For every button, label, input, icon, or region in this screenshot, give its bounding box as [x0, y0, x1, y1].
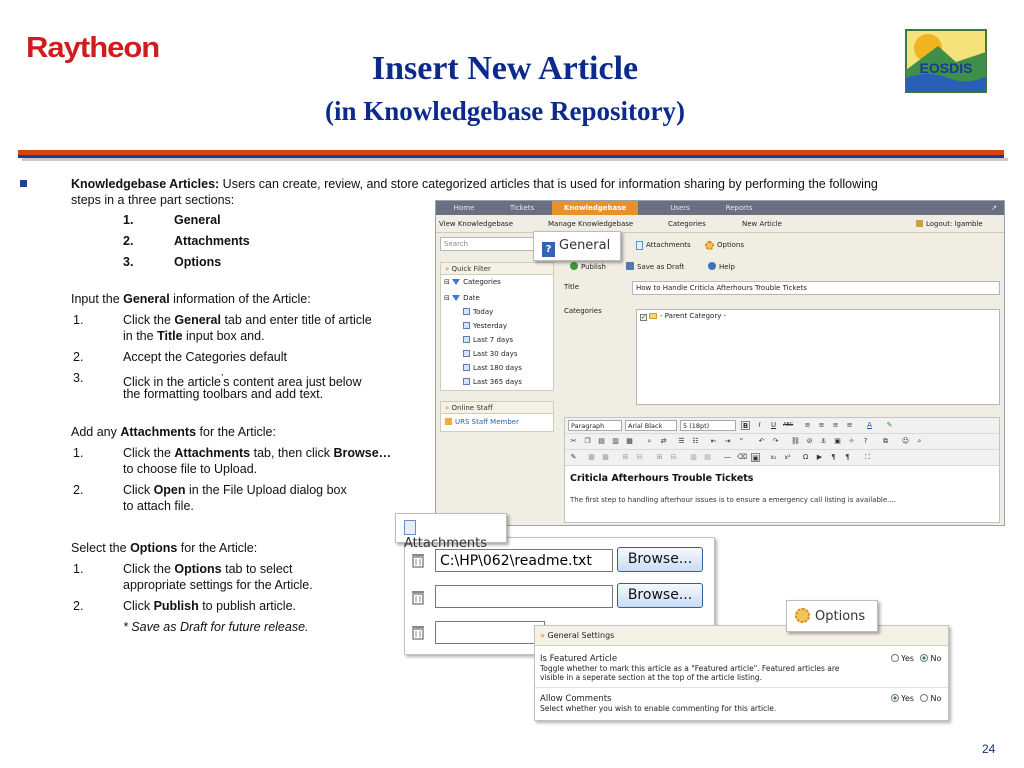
- link-icon[interactable]: ⛓: [791, 437, 800, 445]
- featured-yes-label: Yes: [901, 654, 914, 663]
- online-staff-header[interactable]: » Online Staff: [440, 401, 554, 414]
- calendar-icon: [463, 308, 470, 315]
- calendar-icon: [463, 336, 470, 343]
- header-rule-shadow: [22, 158, 1008, 161]
- align-right-icon[interactable]: ≡: [832, 421, 839, 429]
- save-draft-button[interactable]: Save as Draft: [626, 261, 684, 273]
- a1-line1: Click the Attachments tab, then click Browse…: [123, 446, 392, 460]
- paste-icon[interactable]: ▤: [598, 437, 605, 445]
- online-staff-list: [440, 414, 554, 432]
- preview-icon[interactable]: ⌕: [917, 437, 922, 445]
- o2-line1: Click Publish to publish article.: [123, 599, 296, 613]
- table-icon[interactable]: ▦: [588, 453, 595, 461]
- quick-filter-tree: [440, 275, 554, 391]
- bullet-list-icon[interactable]: ☰: [678, 437, 685, 445]
- row-insert-icon[interactable]: ⊞: [622, 453, 629, 461]
- ltr-icon[interactable]: ¶: [831, 453, 836, 461]
- anchor-icon[interactable]: ⚓: [820, 437, 827, 445]
- options-panel: [534, 625, 949, 721]
- table-edit-icon[interactable]: ✎: [570, 453, 577, 461]
- eosdis-logo: [898, 26, 994, 96]
- tree-date[interactable]: ⊟ Date: [444, 294, 480, 302]
- outdent-icon[interactable]: ⇤: [710, 437, 717, 445]
- paste-word-icon[interactable]: ▦: [626, 437, 633, 445]
- calendar-icon: [463, 378, 470, 385]
- align-justify-icon[interactable]: ≡: [846, 421, 853, 429]
- comments-title: Allow Comments: [540, 694, 612, 704]
- app-screenshot: [435, 200, 1005, 526]
- featured-title: Is Featured Article: [540, 654, 618, 664]
- hr-icon[interactable]: —: [724, 453, 731, 461]
- row-delete-icon[interactable]: ⊟: [636, 453, 643, 461]
- tab-options-small[interactable]: Options: [705, 241, 744, 250]
- title-label: Title: [564, 283, 580, 291]
- font-size-select[interactable]: 5 (18pt): [680, 420, 736, 431]
- cut-icon[interactable]: ✂: [570, 437, 577, 445]
- font-select[interactable]: Arial Black: [625, 420, 677, 431]
- featured-desc-1: Toggle whether to mark this article as a "Featured article". Featured articles are: [540, 664, 840, 673]
- comments-no-label: No: [930, 694, 942, 703]
- tree-yesterday[interactable]: Yesterday: [463, 322, 507, 330]
- general-intro: Input the General information of the Article:: [71, 292, 311, 306]
- bold-icon[interactable]: B: [742, 422, 749, 430]
- featured-yes-radio[interactable]: [891, 654, 899, 662]
- comments-yes-label: Yes: [901, 694, 914, 703]
- draft-note: * Save as Draft for future release.: [123, 620, 309, 634]
- staff-icon: [445, 418, 452, 425]
- undo-icon[interactable]: ↶: [758, 437, 765, 445]
- check-icon: [570, 262, 578, 270]
- comments-desc: Select whether you wish to enable commenting for this article.: [540, 704, 777, 713]
- table-props-icon[interactable]: ▦: [602, 453, 609, 461]
- trash-icon[interactable]: [411, 552, 425, 568]
- find-icon[interactable]: ⌕: [647, 437, 652, 445]
- trash-icon[interactable]: [411, 624, 425, 640]
- o2-num: 2.: [73, 599, 84, 613]
- a2-num: 2.: [73, 483, 84, 497]
- block-format-select[interactable]: Paragraph: [568, 420, 622, 431]
- a1-num: 1.: [73, 446, 84, 460]
- step-3-num: 3.: [123, 255, 134, 269]
- folder-icon: [649, 313, 657, 319]
- eraser-icon[interactable]: ⌫: [737, 453, 747, 461]
- number-list-icon[interactable]: ☷: [692, 437, 699, 445]
- tree-today[interactable]: Today: [463, 308, 493, 316]
- editor-heading: Criticla Afterhours Trouble Tickets: [570, 473, 754, 484]
- subnav-manage-knowledgebase[interactable]: Manage Knowledgebase: [548, 220, 634, 228]
- intro-text-2: steps in a three part sections:: [71, 193, 235, 207]
- replace-icon[interactable]: ⇄: [660, 437, 667, 445]
- g3-line2: the formatting toolbars and add text.: [123, 387, 324, 401]
- article-form: [560, 237, 1002, 523]
- tree-categories[interactable]: ⊟ Categories: [444, 278, 501, 286]
- g3-line1: Click in the article’s content area just below: [123, 373, 362, 390]
- calendar-icon: [463, 350, 470, 357]
- categories-box[interactable]: ✓ - Parent Category -: [636, 309, 1000, 405]
- step-1-label: General: [174, 213, 221, 227]
- app-tabbar: [436, 201, 1004, 215]
- general-tab-callout[interactable]: ? General: [533, 231, 621, 261]
- tab-reports[interactable]: Reports: [725, 204, 753, 212]
- expand-icon[interactable]: ↗: [991, 204, 997, 212]
- search-input[interactable]: Search: [440, 237, 535, 251]
- g1-line1: Click the General tab and enter title of article: [123, 313, 372, 327]
- document-icon: [404, 520, 416, 535]
- file-input-3[interactable]: [435, 621, 545, 644]
- text-color-icon[interactable]: A: [867, 421, 872, 429]
- general-settings-header[interactable]: » General Settings: [535, 626, 948, 646]
- help-button[interactable]: Help: [708, 261, 735, 273]
- paste-text-icon[interactable]: ▥: [612, 437, 619, 445]
- merge-icon[interactable]: ▥: [690, 453, 697, 461]
- copy-icon[interactable]: ❐: [584, 437, 591, 445]
- gear-icon: [705, 241, 714, 250]
- tree-last-180[interactable]: Last 180 days: [463, 364, 522, 372]
- step-2-label: Attachments: [174, 234, 250, 248]
- g2-text: Accept the Categories default: [123, 350, 287, 364]
- emoticon-icon[interactable]: ☺: [901, 437, 910, 445]
- help-book-icon: ?: [542, 242, 555, 257]
- o1-line2: appropriate settings for the Article.: [123, 578, 313, 592]
- step-1-num: 1.: [123, 213, 134, 227]
- calendar-icon: [463, 364, 470, 371]
- action-toolbar: [560, 259, 1002, 275]
- publish-button[interactable]: Publish: [570, 261, 606, 273]
- editor-body: The first step to handling afterhour issues is to ensure a emergency call listing is available....: [570, 496, 897, 504]
- a2-line1: Click Open in the File Upload dialog box: [123, 483, 347, 497]
- tree-last-7[interactable]: Last 7 days: [463, 336, 513, 344]
- help-editor-icon[interactable]: ?: [863, 437, 868, 445]
- help-icon: [708, 262, 716, 270]
- featured-no-radio[interactable]: [920, 654, 928, 662]
- subnav-new-article[interactable]: New Article: [742, 220, 782, 228]
- browse-button-1[interactable]: Browse...: [617, 547, 703, 572]
- logout-link[interactable]: Logout: lgamble: [916, 220, 983, 228]
- step-3-label: Options: [174, 255, 222, 269]
- page-number: 24: [982, 742, 996, 756]
- g1-line2: in the Title input box and.: [123, 329, 265, 343]
- subscript-icon[interactable]: x₂: [770, 454, 777, 461]
- o1-num: 1.: [73, 562, 84, 576]
- file-input-1[interactable]: C:\HP\062\readme.txt: [435, 549, 613, 572]
- left-sidebar: [440, 237, 558, 523]
- align-left-icon[interactable]: ≡: [804, 421, 811, 429]
- comments-no-radio[interactable]: [920, 694, 928, 702]
- file-input-2[interactable]: [435, 585, 613, 608]
- intro-text: Knowledgebase Articles: Users can create, review, and store categorized articles that is used for information sharing by performing the following: [71, 177, 878, 191]
- calendar-icon: [463, 322, 470, 329]
- filter-icon: [452, 279, 460, 285]
- featured-radio-group: [891, 654, 941, 663]
- special-char-icon[interactable]: Ω: [802, 453, 809, 461]
- app-subnav: [436, 215, 1004, 233]
- indent-icon[interactable]: ⇥: [724, 437, 731, 445]
- checkbox-icon: ✓: [641, 314, 647, 321]
- page-title: Insert New Article: [371, 50, 639, 87]
- strikethrough-icon[interactable]: ABC: [783, 422, 794, 428]
- divider: [535, 687, 948, 688]
- title-input[interactable]: How to Handle Criticla Afterhours Trouble Tickets: [632, 281, 1000, 295]
- options-tab-callout[interactable]: Options: [786, 600, 878, 632]
- attachments-intro: Add any Attachments for the Article:: [71, 425, 276, 439]
- cleanup-icon[interactable]: ✧: [848, 437, 855, 445]
- user-icon: [916, 220, 923, 227]
- redo-icon[interactable]: ↷: [772, 437, 779, 445]
- page-subtitle: (in Knowledgebase Repository): [325, 96, 685, 126]
- superscript-icon[interactable]: x²: [784, 454, 791, 461]
- underline-icon[interactable]: U: [770, 421, 777, 429]
- bullet-icon: [20, 180, 27, 187]
- save-icon: [626, 262, 634, 270]
- subnav-categories[interactable]: Categories: [668, 220, 706, 228]
- filter-icon: [452, 295, 460, 301]
- comments-radio-group: [891, 694, 941, 703]
- tab-attachments-small[interactable]: Attachments: [636, 241, 691, 250]
- tab-tickets[interactable]: Tickets: [509, 204, 535, 212]
- g1-num: 1.: [73, 313, 84, 327]
- html-icon[interactable]: ⧉: [883, 437, 888, 445]
- options-intro: Select the Options for the Article:: [71, 541, 258, 555]
- align-center-icon[interactable]: ≡: [818, 421, 825, 429]
- blockquote-icon[interactable]: “: [739, 437, 744, 445]
- featured-no-label: No: [930, 654, 942, 663]
- edit-toolbar: [565, 434, 999, 450]
- attachments-tab-callout[interactable]: Attachments: [395, 513, 507, 543]
- italic-icon[interactable]: I: [758, 421, 761, 429]
- g3-num: 3.: [73, 371, 84, 385]
- categories-label: Categories: [564, 307, 602, 315]
- fullscreen-icon[interactable]: ⛶: [865, 453, 870, 461]
- doc-icon: [636, 241, 643, 250]
- rtl-icon[interactable]: ¶: [845, 453, 850, 461]
- unlink-icon[interactable]: ⊘: [806, 437, 813, 445]
- table-toolbar: [565, 450, 999, 466]
- subnav-view-knowledgebase[interactable]: View Knowledgebase: [439, 220, 514, 228]
- tab-home[interactable]: Home: [453, 204, 475, 212]
- tree-last-365[interactable]: Last 365 days: [463, 378, 522, 386]
- quick-filter-header[interactable]: » Quick Filter: [440, 262, 554, 275]
- trash-icon[interactable]: [411, 589, 425, 605]
- tab-users[interactable]: Users: [670, 204, 690, 212]
- split-icon[interactable]: ▤: [704, 453, 711, 461]
- highlight-icon[interactable]: ✎: [886, 421, 893, 429]
- tab-knowledgebase[interactable]: Knowledgebase: [552, 201, 638, 215]
- tree-last-30[interactable]: Last 30 days: [463, 350, 517, 358]
- eosdis-logo-text: EOSDIS: [919, 60, 973, 76]
- browse-button-2[interactable]: Browse...: [617, 583, 703, 608]
- staff-member[interactable]: URS Staff Member: [445, 418, 519, 426]
- col-delete-icon[interactable]: ⊟: [670, 453, 677, 461]
- a2-line2: to attach file.: [123, 499, 194, 513]
- col-insert-icon[interactable]: ⊞: [656, 453, 663, 461]
- raytheon-logo: Raytheon: [26, 31, 160, 64]
- step-2-num: 2.: [123, 234, 134, 248]
- comments-yes-radio[interactable]: [891, 694, 899, 702]
- visual-aid-icon[interactable]: ▣: [752, 454, 759, 462]
- format-toolbar: [565, 418, 999, 434]
- a1-line2: to choose file to Upload.: [123, 462, 258, 476]
- featured-desc-2: visible in a seperate section at the top of the article listing.: [540, 673, 762, 682]
- media-icon[interactable]: ▶: [816, 453, 823, 461]
- image-icon[interactable]: ▣: [834, 437, 841, 445]
- rich-text-editor[interactable]: [564, 417, 1000, 523]
- gear-icon: [795, 608, 810, 623]
- g2-num: 2.: [73, 350, 84, 364]
- o1-line1: Click the Options tab to select: [123, 562, 293, 576]
